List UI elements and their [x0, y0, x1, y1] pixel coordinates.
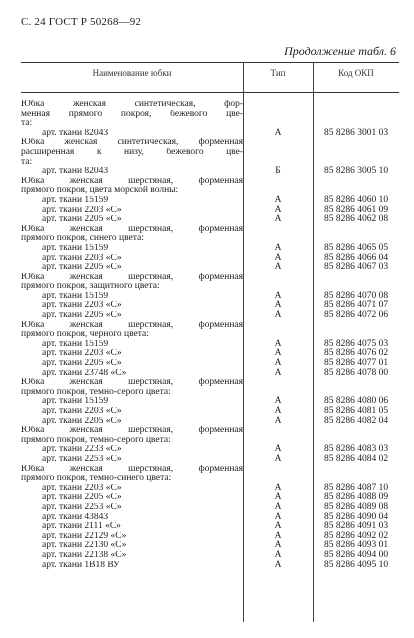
fabric-article-cell: арт. ткани 2205 «С»: [42, 311, 122, 321]
okp-code-cell: 85 8286 4091 03: [324, 521, 389, 532]
type-cell: А: [274, 396, 282, 407]
skirt-name-cell: Юбка женская шерстяная, форменная: [21, 176, 243, 186]
type-cell: А: [274, 511, 282, 522]
skirt-name-cell: Юбка женская шерстяная, форменная: [21, 224, 243, 234]
fabric-article-cell: арт. ткани 43843: [42, 512, 109, 522]
okp-code-cell: 85 8286 4081 05: [324, 406, 389, 416]
okp-code-cell: 85 8286 4077 01: [324, 358, 389, 369]
type-cell: А: [274, 367, 282, 378]
table-row: [21, 311, 399, 321]
fabric-article-cell: арт. ткани 2205 «С»: [42, 215, 122, 225]
type-cell: А: [274, 501, 282, 512]
fabric-article-cell: арт. ткани 2205 «С»: [42, 359, 122, 369]
table-row-description: [21, 225, 399, 235]
okp-code-cell: 85 8286 4095 10: [324, 559, 389, 570]
table-row: [21, 369, 399, 379]
okp-code-cell: 85 8286 4088 09: [324, 492, 389, 503]
okp-code-cell: 85 8286 4094 00: [324, 549, 389, 560]
fabric-article-cell: арт. ткани 15159: [42, 195, 109, 205]
okp-code-cell: 85 8286 4093 01: [324, 540, 389, 551]
type-cell: Б: [275, 166, 281, 177]
type-cell: А: [274, 358, 282, 369]
type-cell: А: [274, 300, 282, 311]
type-cell: А: [274, 482, 282, 493]
skirt-name-cell: прямого покроя, темно-серого цвета:: [21, 435, 171, 445]
fabric-article-cell: арт. ткани 2253 «С»: [42, 454, 122, 464]
okp-code-cell: 85 8286 4080 06: [324, 396, 389, 407]
table-row-description: [21, 177, 399, 187]
table-row: [21, 417, 399, 427]
type-cell: А: [274, 252, 282, 263]
fabric-article-cell: арт. ткани 82043: [42, 167, 109, 177]
type-cell: А: [274, 310, 282, 321]
fabric-article-cell: арт. ткани 1В18 ВУ: [42, 560, 120, 570]
table-body: [21, 100, 399, 570]
skirt-name-cell: прямого покроя, синего цвета:: [21, 234, 144, 244]
okp-code-cell: 85 8286 3001 03: [324, 127, 389, 138]
fabric-article-cell: арт. ткани 2203 «С»: [42, 349, 122, 359]
type-cell: А: [274, 348, 282, 359]
okp-code-cell: 85 8286 4071 07: [324, 300, 389, 311]
table-row-description: [21, 321, 399, 331]
fabric-article-cell: арт. ткани 2205 «С»: [42, 263, 122, 273]
okp-code-cell: 85 8286 4083 03: [324, 444, 389, 455]
type-cell: А: [274, 262, 282, 273]
fabric-article-cell: арт. ткани 82043: [42, 128, 109, 138]
fabric-article-cell: арт. ткани 15159: [42, 339, 109, 349]
type-cell: А: [274, 204, 282, 215]
okp-code-cell: 85 8286 4070 08: [324, 290, 389, 301]
column-header-name: Наименование юбки: [92, 68, 172, 78]
type-cell: А: [274, 492, 282, 503]
okp-code-cell: 85 8286 4078 00: [324, 367, 389, 378]
skirt-name-cell: расширенная к низу, бежевого цве-: [21, 147, 243, 157]
okp-code-cell: 85 8286 4092 02: [324, 530, 389, 541]
okp-code-cell: 85 8286 4066 04: [324, 252, 389, 263]
table-row: [21, 215, 399, 225]
fabric-article-cell: арт. ткани 2233 «С»: [42, 445, 122, 455]
type-cell: А: [274, 521, 282, 532]
skirt-name-cell: та:: [21, 119, 33, 129]
fabric-article-cell: арт. ткани 2253 «С»: [42, 502, 122, 512]
table-continuation-label: Продолжение табл. 6: [284, 44, 396, 58]
okp-code-cell: 85 8286 4060 10: [324, 194, 389, 205]
table-row: [21, 167, 399, 177]
skirt-name-cell: Юбка женская шерстяная, форменная: [21, 378, 243, 388]
table-row-description: [21, 100, 399, 110]
okp-code-cell: 85 8286 4075 03: [324, 338, 389, 349]
table-row-description: [21, 110, 399, 120]
fabric-article-cell: арт. ткани 2203 «С»: [42, 205, 122, 215]
fabric-article-cell: арт. ткани 2203 «С»: [42, 253, 122, 263]
skirt-name-cell: прямого покроя, защитного цвета:: [21, 282, 160, 292]
okp-code-cell: 85 8286 4089 08: [324, 501, 389, 512]
fabric-article-cell: арт. ткани 22129 «С»: [42, 531, 127, 541]
type-cell: А: [274, 338, 282, 349]
type-cell: А: [274, 540, 282, 551]
okp-code-cell: 85 8286 4061 09: [324, 204, 389, 215]
type-cell: А: [274, 415, 282, 426]
skirt-name-cell: та:: [21, 157, 33, 167]
table-row: [21, 561, 399, 571]
fabric-article-cell: арт. ткани 2203 «С»: [42, 407, 122, 416]
table-row: [21, 129, 399, 139]
skirt-name-cell: прямого покроя, черного цвета:: [21, 330, 149, 340]
page-header: С. 24 ГОСТ Р 50268—92: [21, 16, 142, 28]
skirt-name-cell: Юбка женская шерстяная, форменная: [21, 272, 243, 282]
fabric-article-cell: арт. ткани 22138 «С»: [42, 550, 127, 560]
skirt-name-cell: Юбка женская синтетическая, фор-: [21, 100, 243, 109]
fabric-article-cell: арт. ткани 22130 «С»: [42, 541, 127, 551]
okp-code-cell: 85 8286 4090 04: [324, 511, 389, 522]
type-cell: А: [274, 406, 282, 416]
table-top-rule: [21, 62, 399, 63]
skirt-name-cell: прямого покроя, цвета морской волны:: [21, 186, 179, 196]
table-row: [21, 263, 399, 273]
column-header-type: Тип: [270, 68, 286, 78]
fabric-article-cell: арт. ткани 15159: [42, 291, 109, 301]
okp-code-cell: 85 8286 4065 05: [324, 242, 389, 253]
fabric-article-cell: арт. ткани 2203 «С»: [42, 483, 122, 493]
table-row-description: [21, 378, 399, 388]
okp-code-cell: 85 8286 3005 10: [324, 166, 389, 177]
table-row-description: [21, 273, 399, 283]
skirt-name-cell: прямого покроя, темно-серого цвета:: [21, 387, 171, 397]
table-row-description: [21, 138, 399, 148]
table-header-rule: [21, 92, 399, 93]
table-row-description: [21, 465, 399, 475]
okp-code-cell: 85 8286 4082 04: [324, 415, 389, 426]
type-cell: А: [274, 127, 282, 138]
skirt-name-cell: Юбка женская шерстяная, форменная: [21, 464, 243, 474]
skirt-name-cell: Юбка женская синтетическая, форменная: [21, 138, 243, 148]
type-cell: А: [274, 290, 282, 301]
type-cell: А: [274, 530, 282, 541]
fabric-article-cell: арт. ткани 2205 «С»: [42, 493, 122, 503]
okp-code-table: [21, 62, 399, 622]
fabric-article-cell: арт. ткани 15159: [42, 397, 109, 407]
table-row-description: [21, 426, 399, 436]
skirt-name-cell: прямого покроя, темно-синего цвета:: [21, 474, 172, 484]
fabric-article-cell: арт. ткани 15159: [42, 243, 109, 253]
okp-code-cell: 85 8286 4072 06: [324, 310, 389, 321]
type-cell: А: [274, 194, 282, 205]
type-cell: А: [274, 444, 282, 455]
fabric-article-cell: арт. ткани 2111 «С»: [42, 522, 121, 532]
type-cell: А: [274, 214, 282, 225]
okp-code-cell: 85 8286 4062 08: [324, 214, 389, 225]
fabric-article-cell: арт. ткани 2203 «С»: [42, 301, 122, 311]
table-row: [21, 455, 399, 465]
fabric-article-cell: арт. ткани 23748 «С»: [42, 368, 127, 378]
column-header-okp-code: Код ОКП: [338, 68, 374, 78]
skirt-name-cell: менная прямого покроя, бежевого цве-: [21, 109, 243, 119]
type-cell: А: [274, 242, 282, 253]
table-row-description: [21, 148, 399, 158]
okp-code-cell: 85 8286 4076 02: [324, 348, 389, 359]
fabric-article-cell: арт. ткани 2205 «С»: [42, 416, 122, 426]
okp-code-cell: 85 8286 4084 02: [324, 453, 389, 464]
type-cell: А: [274, 549, 282, 560]
type-cell: А: [274, 453, 282, 464]
okp-code-cell: 85 8286 4087 10: [324, 482, 389, 493]
skirt-name-cell: Юбка женская шерстяная, форменная: [21, 426, 243, 436]
okp-code-cell: 85 8286 4067 03: [324, 262, 389, 273]
type-cell: А: [274, 559, 282, 570]
skirt-name-cell: Юбка женская шерстяная, форменная: [21, 320, 243, 330]
